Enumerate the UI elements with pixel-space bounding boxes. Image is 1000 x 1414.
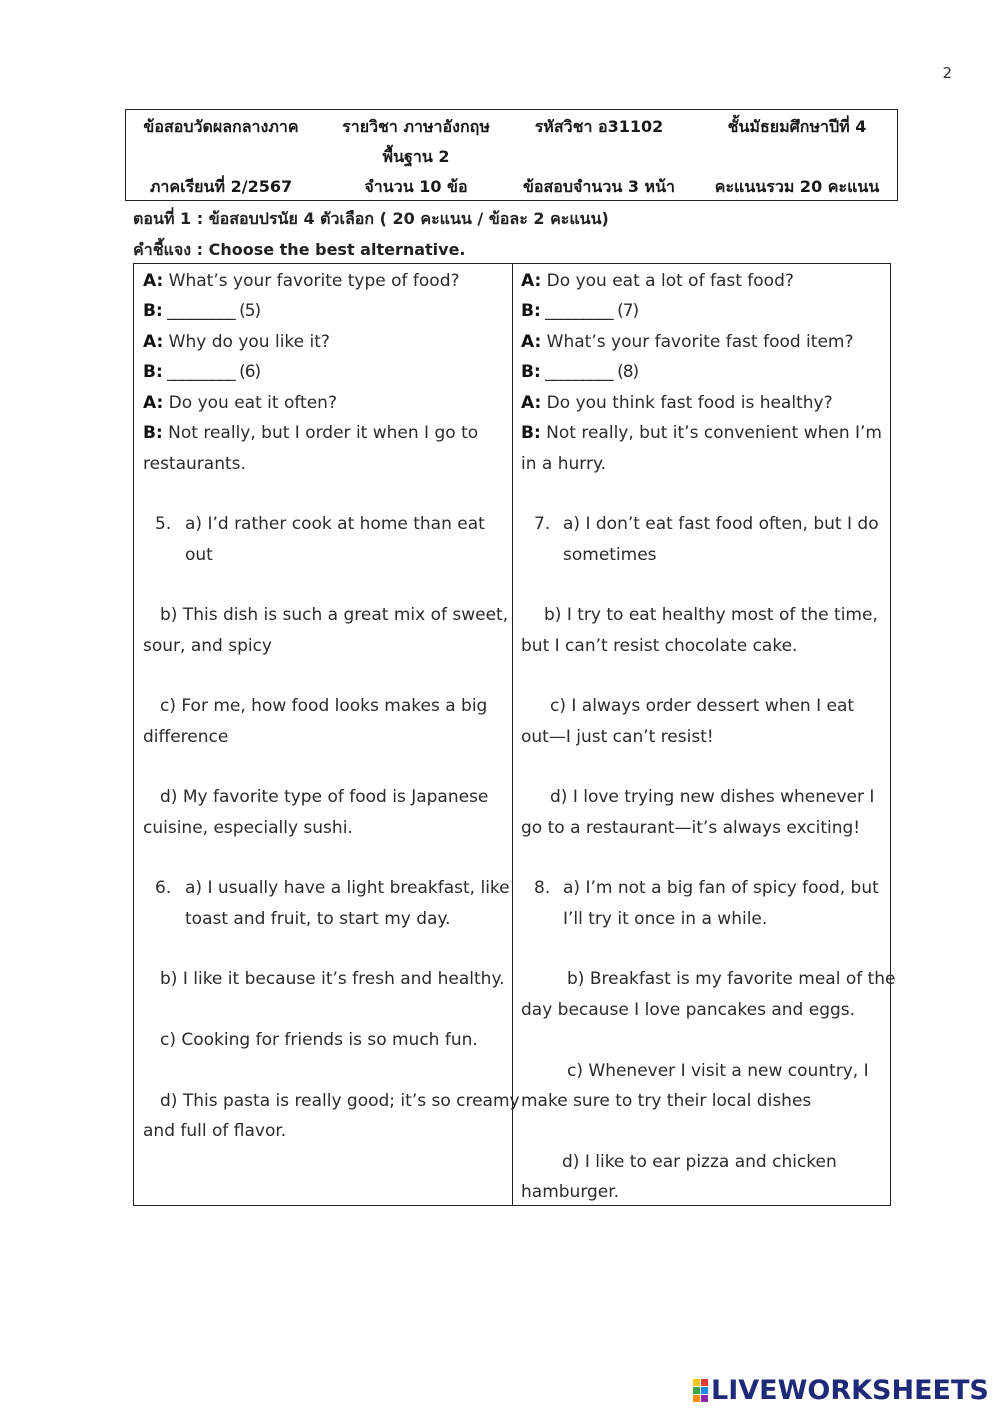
logo-square — [701, 1387, 708, 1394]
total-score: คะแนนรวม 20 คะแนน — [714, 177, 880, 196]
exam-type: ข้อสอบวัดผลกลางภาค — [143, 117, 299, 136]
dialogue-line: B: _________ (5) — [143, 301, 261, 321]
q8-option-a-cont: I’ll try it once in a while. — [563, 909, 768, 929]
dialogue-line: A: Why do you like it? — [143, 332, 330, 352]
q7-option-c-cont: out—I just can’t resist! — [521, 727, 714, 747]
subject: รายวิชา ภาษาอังกฤษ — [342, 117, 490, 136]
q5-option-c-cont: difference — [143, 727, 229, 747]
q6-option-c[interactable]: c) Cooking for friends is so much fun. — [160, 1030, 478, 1050]
dialogue-line: restaurants. — [143, 454, 246, 474]
dialogue-line: A: What’s your favorite type of food? — [143, 271, 460, 291]
q7-option-d[interactable]: d) I love trying new dishes whenever I — [550, 787, 875, 807]
q5-option-d[interactable]: d) My favorite type of food is Japanese — [160, 787, 489, 807]
logo-square — [693, 1395, 700, 1402]
page-count: ข้อสอบจำนวน 3 หน้า — [522, 177, 676, 196]
dialogue-line: B: _________ (7) — [521, 301, 639, 321]
q8-option-d[interactable]: d) I like to ear pizza and chicken — [562, 1152, 837, 1172]
q8-option-b[interactable]: b) Breakfast is my favorite meal of the — [567, 969, 896, 989]
q5-option-a-cont: out — [185, 545, 213, 565]
dialogue-line: in a hurry. — [521, 454, 606, 474]
q7-option-a-cont: sometimes — [563, 545, 657, 565]
q6-option-b[interactable]: b) I like it because it’s fresh and healthy. — [160, 969, 505, 989]
q8-option-d-cont: hamburger. — [521, 1182, 620, 1202]
instruction: คำชี้แจง : Choose the best alternative. — [133, 240, 466, 259]
q7-option-a[interactable]: a) I don’t eat fast food often, but I do — [563, 514, 879, 534]
dialogue-line: B: _________ (8) — [521, 362, 639, 382]
q7-option-c[interactable]: c) I always order dessert when I eat — [550, 696, 855, 716]
dialogue-line: B: Not really, but it’s convenient when I’m — [521, 423, 882, 443]
liveworksheets-logo — [693, 1374, 989, 1406]
dialogue-line: B: Not really, but I order it when I go to — [143, 423, 479, 443]
question-number-6: 6. — [155, 878, 172, 898]
q6-option-a-cont: toast and fruit, to start my day. — [185, 909, 451, 929]
q8-option-b-cont: day because I love pancakes and eggs. — [521, 1000, 856, 1020]
q6-option-d-cont: and full of flavor. — [143, 1121, 287, 1141]
grade-level: ชั้นมัธยมศึกษาปีที่ 4 — [727, 117, 867, 136]
question-number-8: 8. — [534, 878, 551, 898]
q8-option-c-cont: make sure to try their local dishes — [521, 1091, 812, 1111]
q5-option-d-cont: cuisine, especially sushi. — [143, 818, 353, 838]
dialogue-line: A: Do you eat a lot of fast food? — [521, 271, 794, 291]
semester: ภาคเรียนที่ 2/2567 — [149, 177, 293, 196]
subject-code: รหัสวิชา อ31102 — [534, 117, 664, 136]
subject-continued: พื้นฐาน 2 — [382, 147, 450, 166]
exam-header-table — [125, 109, 898, 201]
dialogue-line: A: Do you eat it often? — [143, 393, 337, 413]
question-table — [133, 263, 896, 1206]
q7-option-b-cont: but I can’t resist chocolate cake. — [521, 636, 798, 656]
question-count: จำนวน 10 ข้อ — [364, 177, 468, 196]
logo-text: LIVEWORKSHEETS — [711, 1374, 989, 1406]
logo-square — [701, 1395, 708, 1402]
dialogue-line: B: _________ (6) — [143, 362, 261, 382]
logo-square — [701, 1379, 708, 1386]
dialogue-line: A: What’s your favorite fast food item? — [521, 332, 854, 352]
part-title: ตอนที่ 1 : ข้อสอบปรนัย 4 ตัวเลือก ( 20 คะแนน / ข้อละ 2 คะแนน) — [133, 209, 609, 228]
q5-option-c[interactable]: c) For me, how food looks makes a big — [160, 696, 488, 716]
logo-mark-icon — [693, 1379, 708, 1402]
page-number: 2 — [942, 64, 952, 82]
q8-option-c[interactable]: c) Whenever I visit a new country, I — [567, 1061, 869, 1081]
q5-option-b-cont: sour, and spicy — [143, 636, 272, 656]
q7-option-d-cont: go to a restaurant—it’s always exciting! — [521, 818, 861, 838]
q6-option-a[interactable]: a) I usually have a light breakfast, like — [185, 878, 510, 898]
logo-square — [693, 1379, 700, 1386]
logo-square — [693, 1387, 700, 1394]
question-number-7: 7. — [534, 514, 551, 534]
question-number-5: 5. — [155, 514, 172, 534]
column-divider — [512, 264, 513, 1205]
q6-option-d[interactable]: d) This pasta is really good; it’s so creamy — [160, 1091, 520, 1111]
q8-option-a[interactable]: a) I’m not a big fan of spicy food, but — [563, 878, 879, 898]
q5-option-b[interactable]: b) This dish is such a great mix of sweet, — [160, 605, 509, 625]
dialogue-line: A: Do you think fast food is healthy? — [521, 393, 833, 413]
q5-option-a[interactable]: a) I’d rather cook at home than eat — [185, 514, 485, 534]
q7-option-b[interactable]: b) I try to eat healthy most of the time, — [544, 605, 878, 625]
